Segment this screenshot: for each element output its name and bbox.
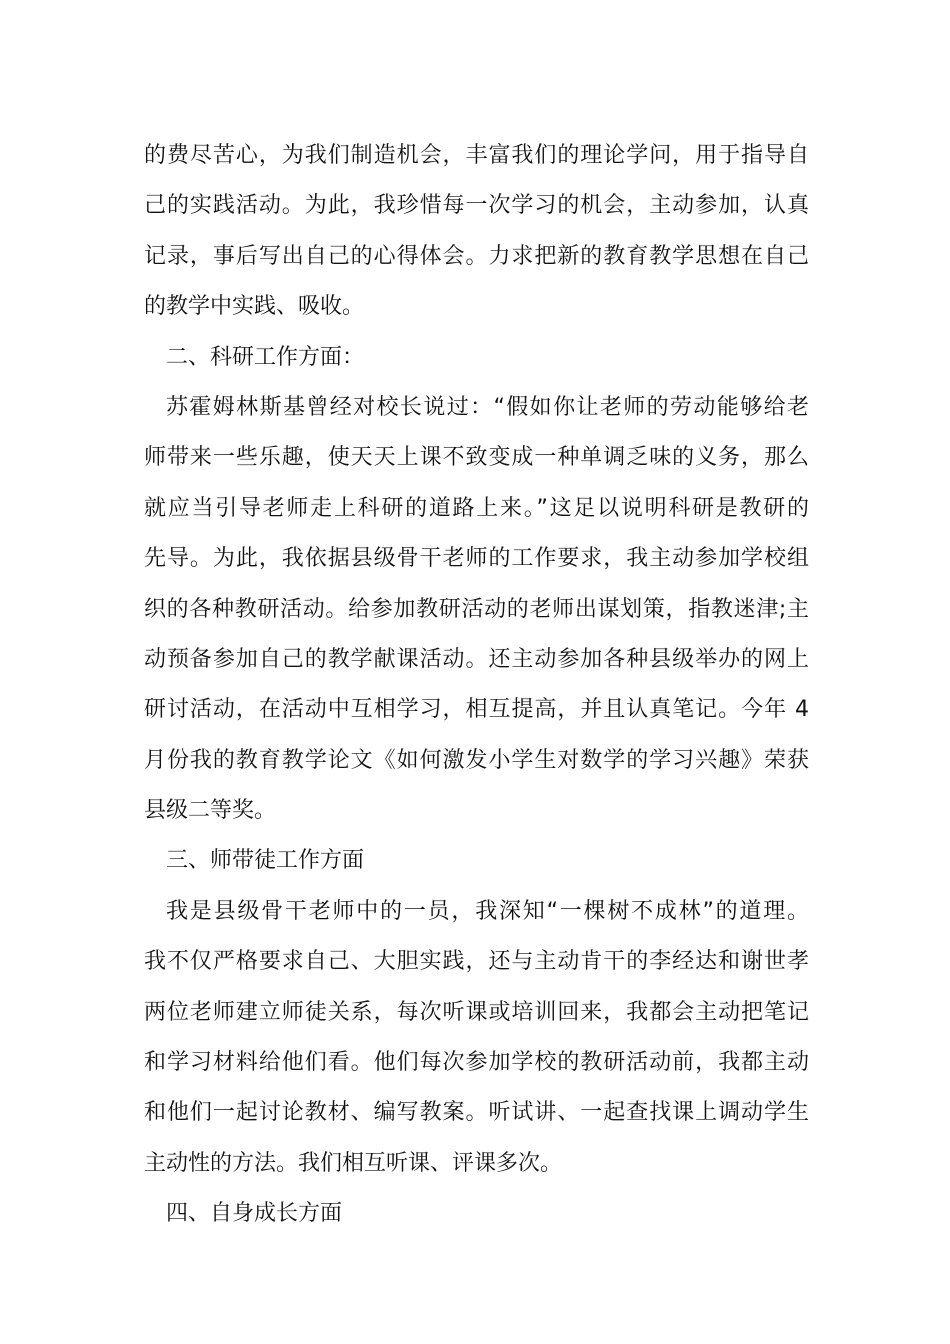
text-line: 主动性的方法。我们相互听课、评课多次。 [144, 1150, 563, 1176]
text-line: 和学习材料给他们看。他们每次参加学校的教研活动前，我都主动 [144, 1050, 809, 1076]
text-line: 的费尽苦心，为我们制造机会，丰富我们的理论学问，用于指导自 [144, 143, 809, 168]
text-line: 和他们一起讨论教材、编写教案。听试讲、一起查找课上调动学生 [144, 1100, 809, 1126]
text-line: 就应当引导老师走上科研的道路上来。”这足以说明科研是教研的 [144, 495, 809, 521]
document-body [144, 131, 809, 1240]
text-line: 研讨活动，在活动中互相学习，相互提高，并且认真笔记。今年 4 [144, 697, 809, 723]
text-line: 我不仅严格要求自己、大胆实践，还与主动肯干的李经达和谢世孝 [144, 949, 809, 975]
text-line: 师带来一些乐趣，使天天上课不致变成一种单调乏味的义务，那么 [144, 445, 809, 471]
section-heading: 二、科研工作方面： [166, 344, 365, 370]
text-line: 动预备参加自己的教学献课活动。还主动参加各种县级举办的网上 [144, 646, 809, 672]
text-line: 织的各种教研活动。给参加教研活动的老师出谋划策，指教迷津;主 [144, 596, 809, 622]
text-line: 己的实践活动。为此，我珍惜每一次学习的机会，主动参加，认真 [144, 193, 809, 219]
section-heading: 三、师带徒工作方面 [166, 848, 365, 874]
text-line: 的教学中实践、吸收。 [144, 294, 365, 320]
text-line: 我是县级骨干老师中的一员，我深知“一棵树不成林”的道理。 [166, 898, 809, 924]
text-line: 县级二等奖。 [144, 798, 277, 824]
text-line: 苏霍姆林斯基曾经对校长说过：“假如你让老师的劳动能够给老 [166, 394, 809, 420]
text-line: 月份我的教育教学论文《如何激发小学生对数学的学习兴趣》荣获 [144, 747, 809, 773]
section-heading: 四、自身成长方面 [166, 1201, 343, 1227]
text-line: 两位老师建立师徒关系，每次听课或培训回来，我都会主动把笔记 [144, 999, 809, 1025]
text-line: 先导。为此，我依据县级骨干老师的工作要求，我主动参加学校组 [144, 546, 809, 572]
text-line: 记录，事后写出自己的心得体会。力求把新的教育教学思想在自己 [144, 243, 809, 269]
